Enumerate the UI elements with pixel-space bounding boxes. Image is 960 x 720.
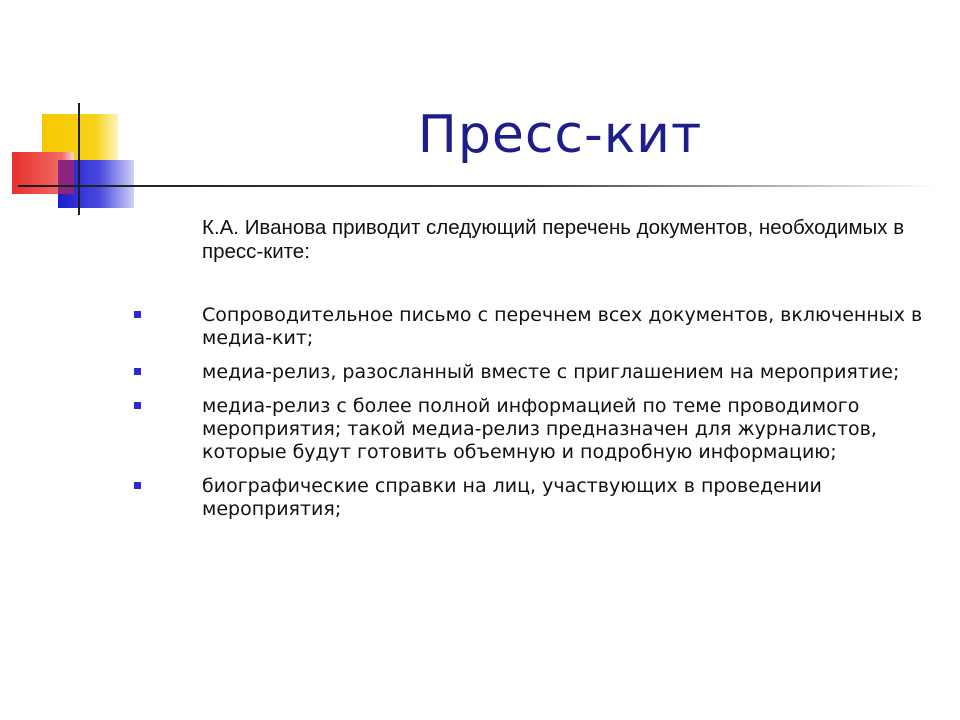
slide-title: Пресс-кит [417,105,703,165]
decorative-squares-logo [0,0,140,220]
list-item [130,304,930,350]
vertical-rule [78,103,80,215]
list-item-text: биографические справки на лиц, участвующих в проведении мероприятия; [202,475,822,520]
list-item [130,395,930,464]
square-bullet-icon [134,368,141,375]
square-bullet-icon [134,311,141,318]
list-item [130,361,930,384]
square-bullet-icon [134,482,141,489]
list-item-text: медиа-релиз, разосланный вместе с приглашением на мероприятие; [202,361,900,383]
square-bullet-icon [134,402,141,409]
document-list [130,304,930,532]
list-item [130,475,930,521]
list-item-text: Сопроводительное письмо с перечнем всех документов, включенных в медиа-кит; [202,304,923,349]
intro-text: К.А. Иванова приводит следующий перечень документов, необходимых в пресс-ките: [202,216,905,263]
list-item-text: медиа-релиз с более полной информацией по теме проводимого мероприятия; такой медиа-релиз предназначен для журналистов, которые будут готовить объемную и подробную информацию; [202,395,877,463]
overlap-square-shape [58,160,74,194]
title-underline-rule [18,185,938,187]
